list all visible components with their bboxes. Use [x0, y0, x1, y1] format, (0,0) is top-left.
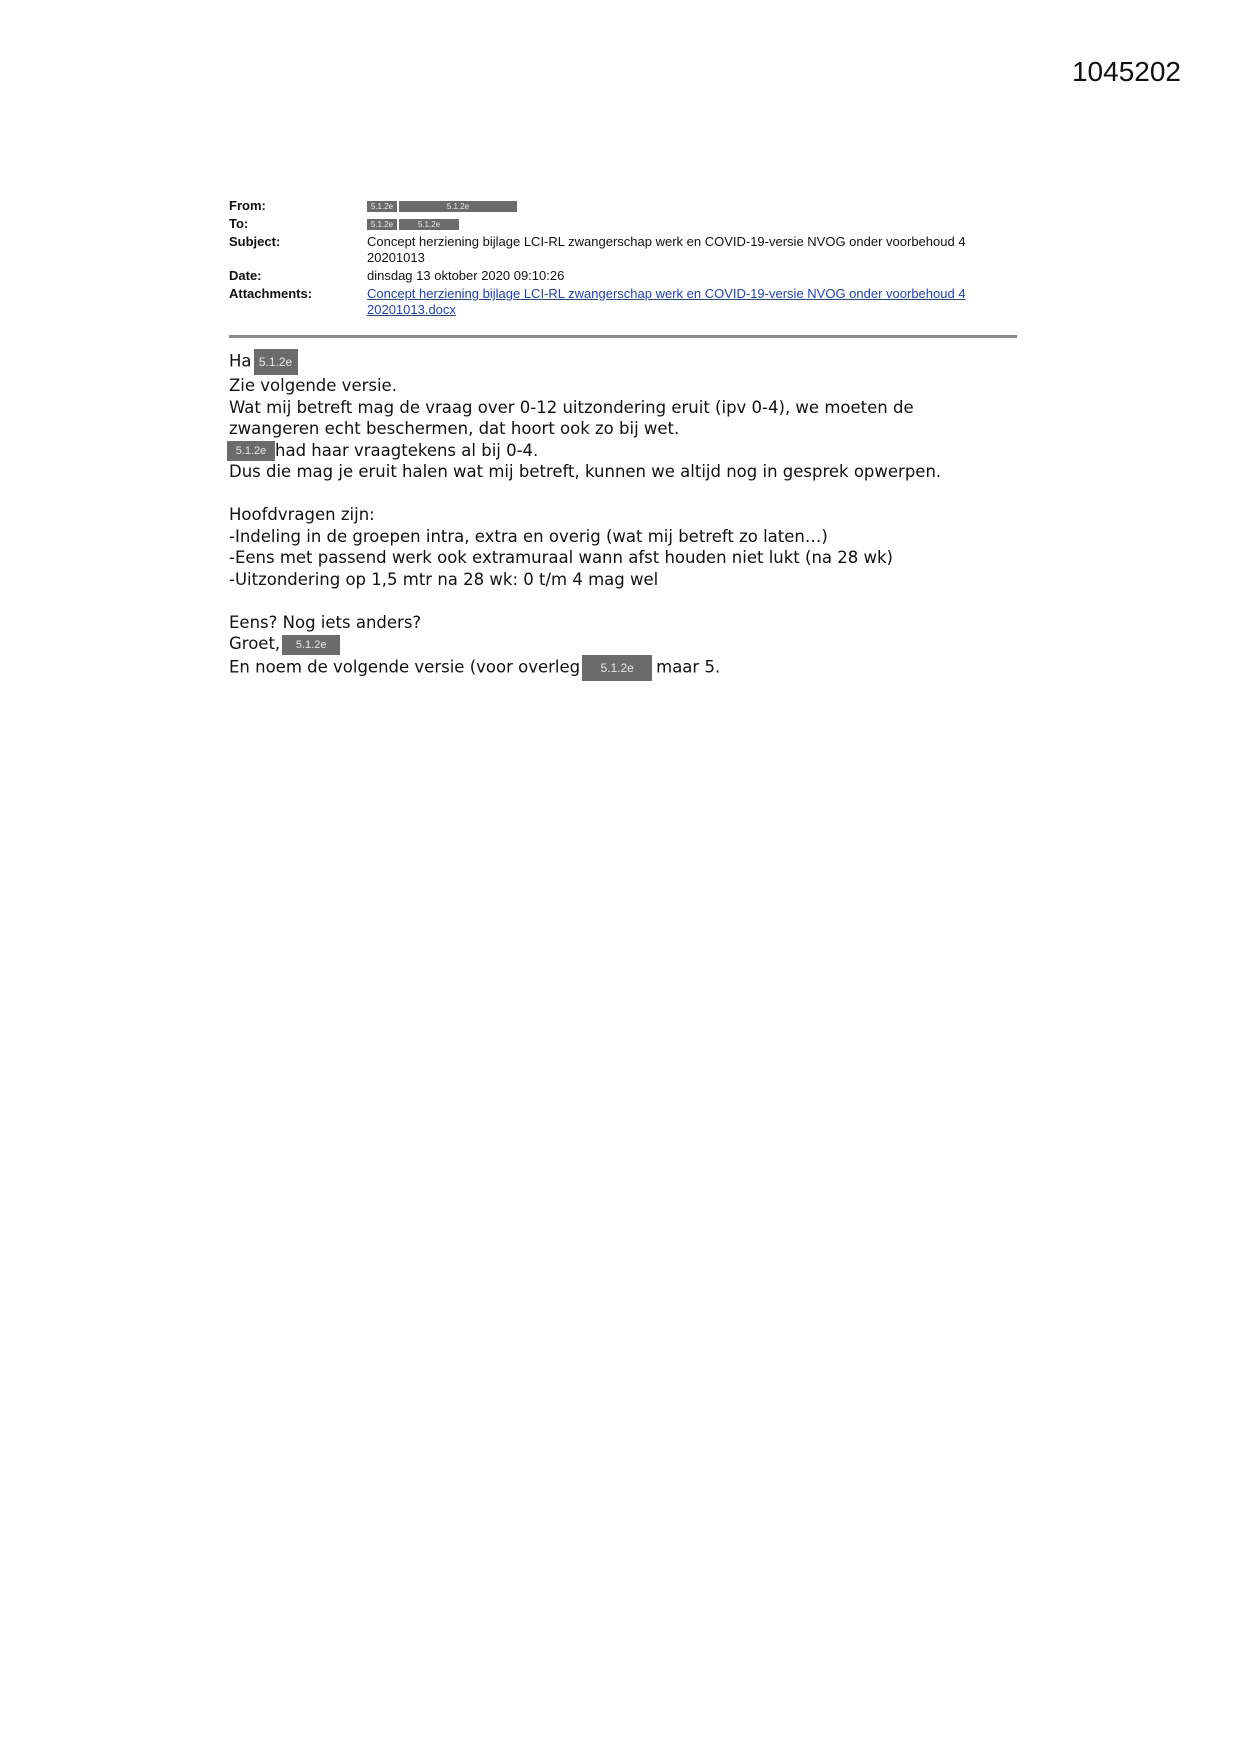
redaction-box: 5.1.2e [399, 219, 459, 230]
redaction-box: 5.1.2e [367, 201, 397, 212]
redaction-box: 5.1.2e [582, 655, 652, 681]
attachments-row [229, 286, 1019, 320]
questions-heading: Hoofdvragen zijn: [229, 505, 375, 524]
body-line: 5.1.2e had haar vraagtekens al bij 0-4. [229, 440, 1029, 462]
attachment-link[interactable]: 20201013.docx [367, 302, 456, 317]
date-row [229, 268, 1019, 286]
body-line: Zie volgende versie. [229, 376, 397, 395]
email-header [229, 198, 1019, 320]
date-label: Date: [229, 268, 262, 283]
closing-line: Groet, 5.1.2e [229, 633, 1029, 655]
closing-line: Eens? Nog iets anders? [229, 612, 422, 632]
body-line: zwangeren echt beschermen, dat hoort ook zo bij wet. [229, 419, 680, 438]
to-label: To: [229, 216, 249, 231]
greeting: Ha [229, 351, 252, 371]
question-item: -Indeling in de groepen intra, extra en overig (wat mij betreft zo laten…) [229, 526, 828, 546]
attachment-link[interactable]: Concept herziening bijlage LCI-RL zwangerschap werk en COVID-19-versie NVOG onder voorbehoud 4 [367, 286, 966, 301]
body-line: Wat mij betreft mag de vraag over 0-12 uitzondering eruit (ipv 0-4), we moeten de [229, 397, 914, 417]
closing-line: En noem de volgende versie (voor overleg 5.1.2e maar 5. [229, 655, 1029, 681]
from-row [229, 198, 1019, 216]
body-line: Dus die mag je eruit halen wat mij betreft, kunnen we altijd nog in gesprek opwerpen. [229, 462, 942, 481]
question-item: -Eens met passend werk ook extramuraal wann afst houden niet lukt (na 28 wk) [229, 548, 893, 567]
greeting-line [229, 349, 1029, 375]
redaction-box: 5.1.2e [367, 219, 397, 230]
redaction-box: 5.1.2e [282, 635, 340, 655]
redaction-box: 5.1.2e [399, 201, 517, 212]
subject-label: Subject: [229, 234, 281, 249]
subject-line: Concept herziening bijlage LCI-RL zwangerschap werk en COVID-19-versie NVOG onder voorbehoud 4 [367, 234, 966, 249]
date-value: dinsdag 13 oktober 2020 09:10:26 [367, 268, 565, 283]
subject-row [229, 234, 1019, 268]
email-body [229, 349, 1029, 681]
redaction-box: 5.1.2e [254, 349, 298, 375]
question-item: -Uitzondering op 1,5 mtr na 28 wk: 0 t/m 4 mag wel [229, 569, 659, 589]
from-label: From: [229, 198, 266, 213]
to-row [229, 216, 1019, 234]
attachments-label: Attachments: [229, 286, 313, 301]
document-number: 1045202 [1071, 56, 1181, 87]
header-divider [229, 335, 1017, 338]
subject-line: 20201013 [367, 250, 425, 265]
redaction-box: 5.1.2e [227, 441, 275, 461]
